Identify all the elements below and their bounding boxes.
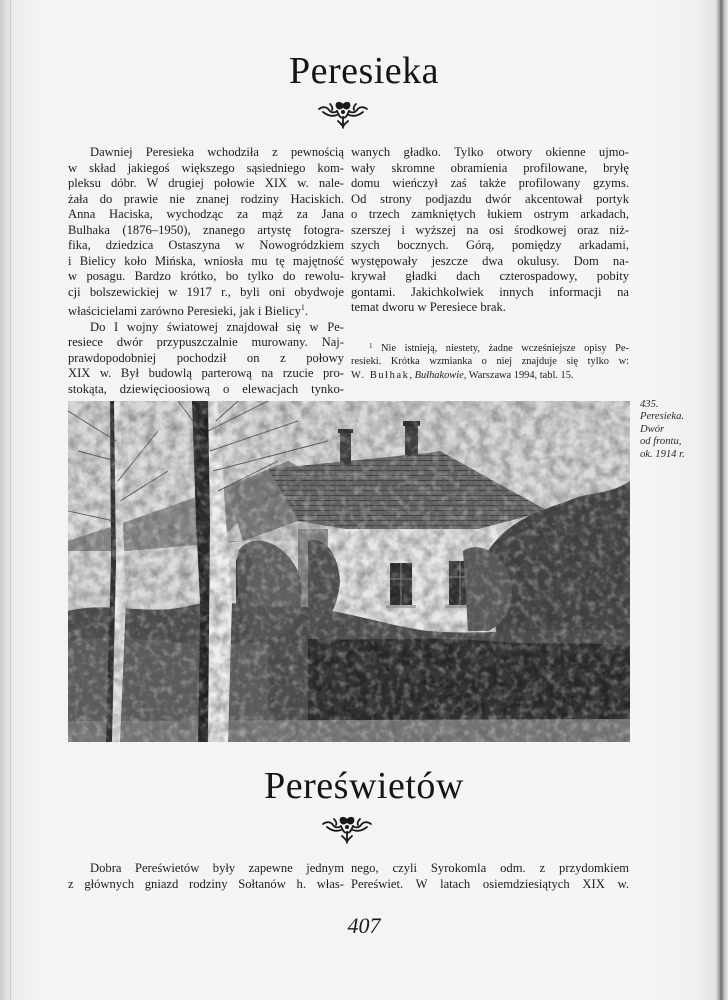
- text-line: prawdopodobniej pochodził on z połowy: [68, 350, 344, 365]
- text-line: Bulhaka (1876–1950), znanego artystę fotogra-: [68, 222, 344, 237]
- text-line: nego, czyli Syrokomla odm. z przydomkiem: [351, 861, 629, 875]
- caption-line: Dwór: [640, 423, 665, 435]
- text-line: Pereświet. W latach osiemdziesiątych XIX w.: [351, 876, 629, 891]
- text-line: w posagu. Bardzo krótko, bo tylko do rewolu-: [68, 269, 344, 283]
- caption-line: ok. 1914 r.: [640, 448, 685, 460]
- text-line: gontami. Jakichkolwiek innych informacji na: [351, 284, 629, 299]
- text-line: XIX w. Był budowlą parterową na rzucie pro-: [68, 366, 344, 380]
- section2-left-column: [68, 861, 344, 892]
- section1-left-column: [68, 145, 344, 397]
- text-line: z głównych gniazd rodziny Sołtanów h. włas-: [68, 876, 344, 891]
- text-line: żała do prawie nie znanej rodziny Haciskich.: [68, 191, 344, 206]
- text-line: Od strony podjazdu dwór akcentował portyk: [351, 191, 629, 206]
- text-line: w skład jakiegoś większego sąsiedniego kom-: [68, 160, 344, 175]
- text-line: występowały jeszcze dwa okulusy. Dom na-: [351, 253, 629, 268]
- text-line: wały skromne obramienia profilowane, bryłę: [351, 160, 629, 175]
- text-line: cji bolszewickiej w 1917 r., byli oni obydwoje: [68, 284, 344, 299]
- footnote-work-title: Bułhakowie: [414, 369, 464, 381]
- gutter-shadow: [10, 0, 11, 1000]
- text-line: o trzech zamkniętych łukiem ostrym arkadach,: [351, 207, 629, 221]
- fleuron-ornament-icon: [317, 814, 377, 844]
- text-line: stokąta, dziewięcioosiową o elewacjach tynko-: [68, 381, 344, 396]
- footnote-reference[interactable]: 1: [300, 303, 305, 312]
- fleuron-ornament-icon: [313, 99, 373, 129]
- page-number: 407: [347, 913, 381, 938]
- section-title-peresieka: Peresieka: [288, 50, 440, 92]
- text-line: szerszej i wyższej na osi środkowej oraz niż-: [351, 222, 629, 237]
- text-line: pleksu dóbr. W drugiej połowie XIX w. nale-: [68, 176, 344, 190]
- text-line: właścicielami zarówno Peresieki, jak i Bielicy$^1$.: [68, 303, 309, 318]
- footnote-line: W. Bułhak, Bułhakowie, Warszawa 1994, tabl. 15.: [351, 369, 574, 381]
- caption-line: od frontu,: [640, 436, 682, 448]
- figure-number: 435.: [640, 399, 659, 410]
- text-line: krywał gładki dach czterospadowy, pobity: [351, 269, 629, 283]
- footnote-marker: 1: [369, 342, 373, 350]
- caption-line: Peresieka.: [640, 411, 685, 423]
- text-line: Dawniej Peresieka wchodziła z pewnością: [90, 145, 344, 159]
- section2-right-column: [351, 861, 629, 892]
- text-line: wanych gładko. Tylko otwory okienne ujmo-: [351, 145, 629, 159]
- text-line: temat dworu w Peresiece brak.: [351, 300, 506, 314]
- manor-house-photo-image: [68, 401, 630, 742]
- text-line: Anna Haciska, wychodząc za mąż za Jana: [68, 207, 344, 221]
- text-line: szych bocznych. Górą, pomiędzy arkadami,: [351, 238, 629, 252]
- page-edge-shadow: [716, 0, 728, 1000]
- text-line: Do I wojny światowej znajdował się w Pe-: [90, 319, 344, 334]
- figure-photo-manor-house: [68, 401, 630, 742]
- section-title-pereswietow: Pereświetów: [264, 765, 464, 807]
- text-line: i Bielicy koło Mińska, wniosła mu tę majętność: [68, 253, 344, 268]
- footnote-line: $^1$ Nie istnieją, niestety, żadne wcześniejsze opisy Pe-: [369, 342, 629, 354]
- text-line: Dobra Pereświetów były zapewne jednym: [90, 861, 344, 875]
- text-line: resiece dwór przypuszczalnie murowany. Naj-: [68, 335, 344, 349]
- figure-caption: [640, 399, 720, 461]
- footnote-author: W. Bułhak: [351, 369, 410, 381]
- footnote: [351, 340, 629, 382]
- section1-right-column: [351, 145, 629, 316]
- footnote-line: resieki. Krótka wzmianka o niej znajduje się tylko w:: [351, 356, 629, 368]
- text-line: fika, dziedzica Ostaszyna w Nowogródzkiem: [68, 238, 344, 252]
- text-line: domu wieńczył zaś także profilowany gzyms.: [351, 176, 629, 190]
